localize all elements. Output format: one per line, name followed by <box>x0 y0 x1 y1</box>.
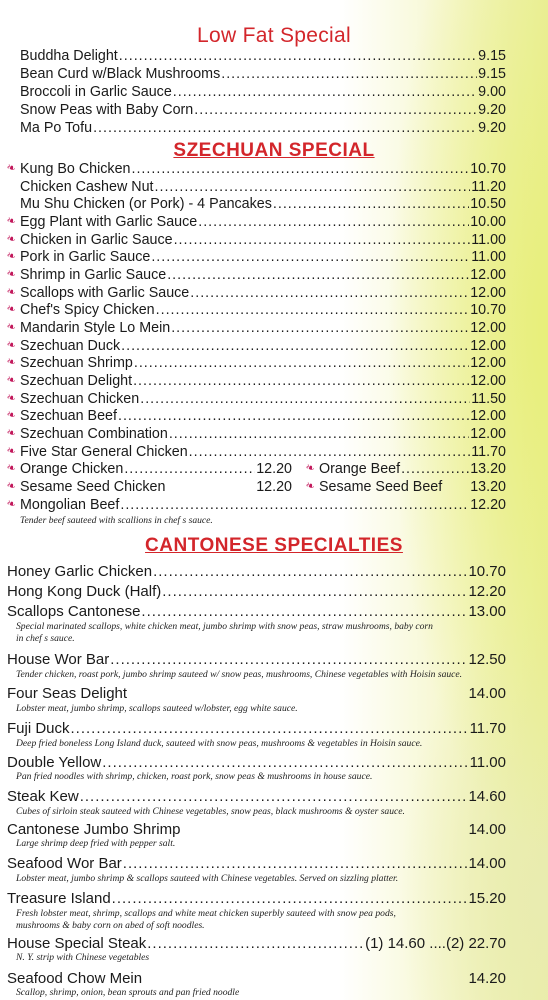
item-name: Mongolian Beef <box>20 497 120 513</box>
item-name: Double Yellow <box>7 754 102 771</box>
leader-dots <box>156 302 470 319</box>
menu-item <box>6 408 506 426</box>
item-name: Buddha Delight <box>20 48 118 64</box>
item-name: Seafood Wor Bar <box>7 855 122 872</box>
leader-dots <box>120 497 469 514</box>
item-name: Pork in Garlic Sauce <box>20 249 151 265</box>
leader-dots <box>123 855 468 872</box>
leader-dots <box>80 788 468 805</box>
leader-dots <box>147 935 364 952</box>
hot-spicy-icon: ❧ <box>4 407 18 423</box>
menu-item <box>6 391 506 409</box>
item-price: 9.20 <box>478 120 506 136</box>
item-name: House Special Steak <box>7 935 147 952</box>
leader-dots <box>401 461 469 478</box>
leader-dots <box>71 720 469 737</box>
hot-spicy-icon: ❧ <box>4 460 18 476</box>
item-name: Orange Beef <box>319 461 401 477</box>
hot-spicy-icon: ❧ <box>4 160 18 176</box>
menu-item <box>305 479 506 497</box>
item-name: Szechuan Chicken <box>20 391 140 407</box>
low-fat-title: Low Fat Special <box>197 24 351 47</box>
item-price: 12.00 <box>470 373 506 389</box>
item-name: Scallops with Garlic Sauce <box>20 285 190 301</box>
menu-item <box>6 267 506 285</box>
menu-item <box>7 970 506 987</box>
item-price: 10.70 <box>470 302 506 318</box>
hot-spicy-icon: ❧ <box>4 319 18 335</box>
item-price: 12.00 <box>470 338 506 354</box>
item-name: Bean Curd w/Black Mushrooms <box>20 66 221 82</box>
item-name: Seafood Chow Mein <box>7 970 143 987</box>
item-price: 11.50 <box>471 391 506 407</box>
item-name: Snow Peas with Baby Corn <box>20 102 194 118</box>
menu-item <box>20 120 506 137</box>
item-description: Scallop, shrimp, onion, bean sprouts and pan fried noodle <box>16 987 240 998</box>
item-price: 12.20 <box>256 461 292 477</box>
item-name: Chicken in Garlic Sauce <box>20 232 173 248</box>
hot-spicy-icon: ❧ <box>4 496 18 512</box>
item-price: 9.00 <box>478 84 506 100</box>
item-name: Orange Chicken <box>20 461 124 477</box>
item-price: 12.20 <box>256 479 292 495</box>
item-price: 13.00 <box>468 603 506 620</box>
item-description: Tender chicken, roast pork, jumbo shrimp sauteed w/ snow peas, mushrooms, Chinese vegetables with Hoisin sauce. <box>16 669 463 680</box>
menu-item <box>6 373 506 391</box>
item-name: Szechuan Duck <box>20 338 121 354</box>
menu-item <box>6 196 506 213</box>
item-description: N. Y. strip with Chinese vegetables <box>16 952 150 963</box>
item-price: 12.00 <box>470 285 506 301</box>
item-price: 11.70 <box>471 444 506 460</box>
hot-spicy-icon: ❧ <box>4 301 18 317</box>
item-description: mushrooms & baby corn on abed of soft noodles. <box>16 920 205 931</box>
item-description: Special marinated scallops, white chicken meat, jumbo shrimp with snow peas, straw mushrooms, baby corn <box>16 621 433 632</box>
leader-dots <box>198 214 469 231</box>
leader-dots <box>153 563 467 580</box>
hot-spicy-icon: ❧ <box>4 390 18 406</box>
item-price: 12.50 <box>468 651 506 668</box>
leader-dots <box>118 408 469 425</box>
item-name: Mandarin Style Lo Mein <box>20 320 171 336</box>
item-name: Steak Kew <box>7 788 79 805</box>
menu-item <box>6 338 506 356</box>
cantonese-title: CANTONESE SPECIALTIES <box>145 535 403 556</box>
item-name: Scallops Cantonese <box>7 603 141 620</box>
item-price: 9.15 <box>478 66 506 82</box>
item-name: Mu Shu Chicken (or Pork) - 4 Pancakes <box>20 196 272 212</box>
leader-dots <box>124 461 255 478</box>
item-name: Kung Bo Chicken <box>20 161 131 177</box>
item-description: Fresh lobster meat, shrimp, scallops and white meat chicken superbly sauteed with snow pea pods, <box>16 908 396 919</box>
hot-spicy-icon: ❧ <box>4 372 18 388</box>
menu-item <box>6 285 506 303</box>
item-name: Fuji Duck <box>7 720 70 737</box>
leader-dots <box>151 249 470 266</box>
item-price: 10.70 <box>470 161 506 177</box>
item-description: Deep fried boneless Long Island duck, sauteed with snow peas, mushrooms & vegetables in Hoisin sauce. <box>16 738 423 749</box>
menu-item <box>6 179 506 196</box>
item-price: 12.00 <box>470 408 506 424</box>
hot-spicy-icon: ❧ <box>4 248 18 264</box>
item-price: 13.20 <box>470 479 506 495</box>
szechuan-title: SZECHUAN SPECIAL <box>173 140 375 161</box>
leader-dots <box>112 890 468 907</box>
leader-dots <box>190 285 469 302</box>
item-price: (1) 14.60 ....(2) 22.70 <box>365 935 506 952</box>
item-price: 14.20 <box>468 970 506 987</box>
item-name: Szechuan Combination <box>20 426 168 442</box>
leader-dots <box>119 48 477 65</box>
item-description: Pan fried noodles with shrimp, chicken, roast pork, snow peas & mushrooms in house sauce. <box>16 771 373 782</box>
leader-dots <box>133 373 469 390</box>
menu-item <box>7 720 506 737</box>
leader-dots <box>162 583 467 600</box>
leader-dots <box>93 120 477 137</box>
item-description: Tender beef sauteed with scallions in chef s sauce. <box>20 515 213 526</box>
item-price: 11.70 <box>469 720 506 737</box>
item-price: 10.00 <box>470 214 506 230</box>
leader-dots <box>102 754 468 771</box>
item-price: 12.00 <box>470 355 506 371</box>
menu-item <box>20 102 506 119</box>
item-price: 14.00 <box>468 821 506 838</box>
leader-dots <box>134 355 469 372</box>
item-name: Sesame Seed Chicken <box>20 479 166 495</box>
hot-spicy-icon: ❧ <box>303 460 317 476</box>
item-description: Lobster meat, jumbo shrimp, scallops sauteed w/lobster, egg white sauce. <box>16 703 298 714</box>
item-name: Treasure Island <box>7 890 111 907</box>
item-price: 9.15 <box>478 48 506 64</box>
menu-item <box>6 232 506 250</box>
menu-item <box>6 302 506 320</box>
leader-dots <box>273 196 469 213</box>
menu-item <box>6 320 506 338</box>
menu-item <box>7 788 506 805</box>
item-description: Large shrimp deep fried with pepper salt. <box>16 838 176 849</box>
leader-dots <box>189 444 471 461</box>
item-price: 12.20 <box>470 497 506 513</box>
item-name: Szechuan Delight <box>20 373 133 389</box>
item-price: 12.00 <box>470 426 506 442</box>
leader-dots <box>169 426 469 443</box>
menu-item <box>20 84 506 101</box>
item-price: 14.00 <box>468 685 506 702</box>
item-price: 11.00 <box>469 754 506 771</box>
leader-dots <box>174 232 471 249</box>
item-name: Szechuan Shrimp <box>20 355 133 371</box>
menu-item <box>6 426 506 444</box>
item-name: Chef's Spicy Chicken <box>20 302 155 318</box>
item-price: 10.50 <box>470 196 506 212</box>
leader-dots <box>167 267 469 284</box>
menu-item <box>305 461 506 479</box>
item-price: 13.20 <box>470 461 506 477</box>
item-name: Hong Kong Duck (Half) <box>7 583 162 600</box>
menu-item <box>7 563 506 580</box>
item-price: 10.70 <box>468 563 506 580</box>
hot-spicy-icon: ❧ <box>4 213 18 229</box>
item-name: Four Seas Delight <box>7 685 128 702</box>
menu-item <box>7 821 506 838</box>
leader-dots <box>131 161 469 178</box>
leader-dots <box>141 603 467 620</box>
hot-spicy-icon: ❧ <box>4 354 18 370</box>
leader-dots <box>140 391 470 408</box>
menu-item <box>6 214 506 232</box>
hot-spicy-icon: ❧ <box>4 425 18 441</box>
item-price: 12.20 <box>468 583 506 600</box>
leader-dots <box>221 66 477 83</box>
item-price: 9.20 <box>478 102 506 118</box>
item-price: 11.00 <box>471 249 506 265</box>
leader-dots <box>121 338 469 355</box>
item-price: 12.00 <box>470 267 506 283</box>
item-price: 14.00 <box>468 855 506 872</box>
leader-dots <box>171 320 469 337</box>
menu-item <box>7 890 506 907</box>
item-name: Sesame Seed Beef <box>319 479 443 495</box>
menu-item <box>20 48 506 65</box>
item-description: in chef s sauce. <box>16 633 75 644</box>
item-price: 14.60 <box>468 788 506 805</box>
item-name: Chicken Cashew Nut <box>20 179 154 195</box>
hot-spicy-icon: ❧ <box>4 231 18 247</box>
menu-item <box>7 935 506 952</box>
item-name: Five Star General Chicken <box>20 444 188 460</box>
item-price: 11.20 <box>471 179 506 195</box>
hot-spicy-icon: ❧ <box>4 266 18 282</box>
item-price: 11.00 <box>471 232 506 248</box>
menu-item <box>6 249 506 267</box>
item-name: Szechuan Beef <box>20 408 117 424</box>
item-name: Broccoli in Garlic Sauce <box>20 84 172 100</box>
leader-dots <box>155 179 471 196</box>
leader-dots <box>194 102 477 119</box>
menu-item <box>6 497 506 515</box>
menu-item <box>6 479 292 497</box>
item-name: Ma Po Tofu <box>20 120 93 136</box>
menu-item <box>6 461 292 479</box>
menu-item <box>6 355 506 373</box>
leader-dots <box>173 84 477 101</box>
item-name: Cantonese Jumbo Shrimp <box>7 821 181 838</box>
item-name: Egg Plant with Garlic Sauce <box>20 214 198 230</box>
menu-item <box>7 583 506 600</box>
menu-item <box>6 444 506 462</box>
hot-spicy-icon: ❧ <box>4 337 18 353</box>
hot-spicy-icon: ❧ <box>4 284 18 300</box>
hot-spicy-icon: ❧ <box>4 443 18 459</box>
leader-dots <box>110 651 467 668</box>
item-price: 12.00 <box>470 320 506 336</box>
item-name: House Wor Bar <box>7 651 110 668</box>
menu-item <box>7 855 506 872</box>
item-name: Honey Garlic Chicken <box>7 563 153 580</box>
menu-item <box>7 603 506 620</box>
menu-item <box>20 66 506 83</box>
hot-spicy-icon: ❧ <box>303 478 317 494</box>
menu-item <box>7 651 506 668</box>
item-name: Shrimp in Garlic Sauce <box>20 267 167 283</box>
menu-item <box>6 161 506 179</box>
hot-spicy-icon: ❧ <box>4 478 18 494</box>
menu-item <box>7 754 506 771</box>
item-description: Lobster meat, jumbo shrimp & scallops sauteed with Chinese vegetables. Served on sizzling platter. <box>16 873 399 884</box>
item-description: Cubes of sirloin steak sauteed with Chinese vegetables, snow peas, black mushrooms & oyster sauce. <box>16 806 405 817</box>
menu-item <box>7 685 506 702</box>
item-price: 15.20 <box>468 890 506 907</box>
